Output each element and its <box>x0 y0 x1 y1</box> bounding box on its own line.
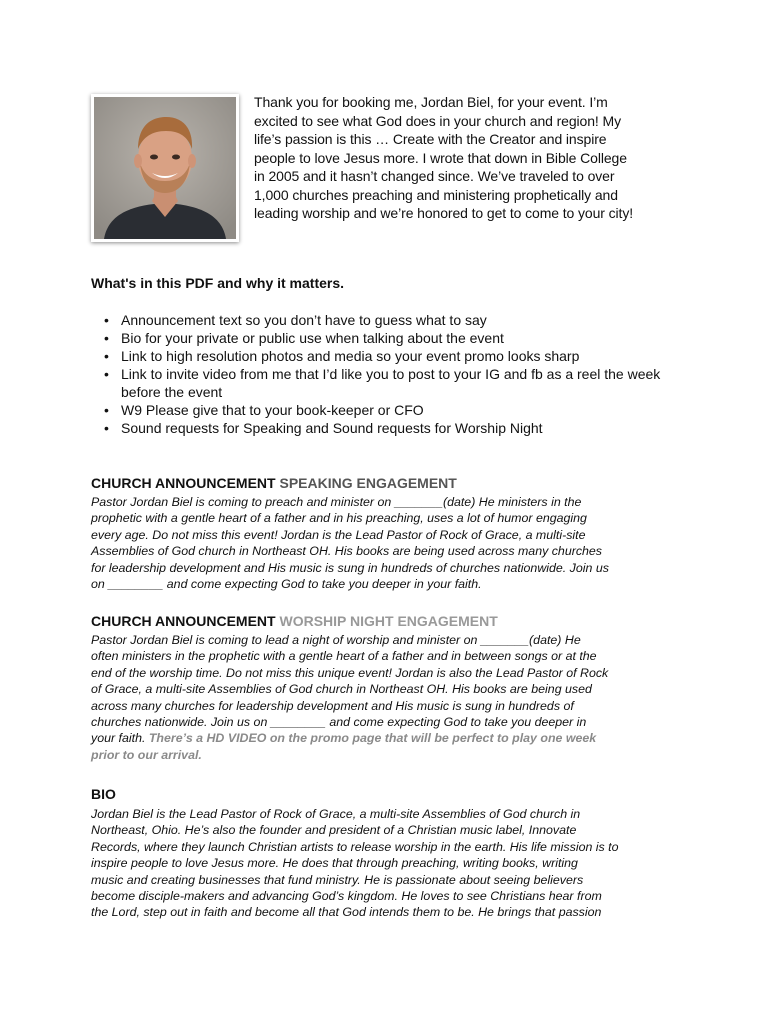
promo-note-continued: prior to our arrival. <box>91 747 202 762</box>
text-line: Records, where they launch Christian artists to release worship in the earth. His life mission is to <box>91 839 619 854</box>
bio-text <box>91 806 691 921</box>
text-line <box>91 747 691 763</box>
bio-heading: BIO <box>91 786 116 802</box>
author-portrait-image <box>94 97 236 239</box>
intro-line: in 2005 and it hasn’t changed since. We’ve traveled to over <box>254 168 615 184</box>
intro-line: Thank you for booking me, Jordan Biel, for your event. I’m <box>254 94 608 110</box>
text-line: for leadership development and His music is sung in hundreds of churches nationwide. Join us <box>91 560 609 575</box>
intro-line: excited to see what God does in your church and region! My <box>254 112 621 129</box>
text-line: often ministers in the prophetic with a gentle heart of a father and in between songs or at the <box>91 649 597 664</box>
text-line: Pastor Jordan Biel is coming to lead a night of worship and minister on _______(date) He <box>91 633 581 647</box>
pdf-contents-heading: What's in this PDF and why it matters. <box>91 275 345 291</box>
text-line <box>91 730 691 746</box>
text-line: every age. Do not miss this event! Jordan is the Lead Pastor of Rock of Grace, a multi-site <box>91 527 586 542</box>
text-line: Northeast, Ohio. He’s also the founder and president of a Christian music label, Innovate <box>91 823 577 838</box>
speaking-announcement-heading <box>91 475 457 491</box>
text-line: Jordan Biel is the Lead Pastor of Rock of Grace, a multi-site Assemblies of God church in <box>91 807 581 821</box>
intro-paragraph <box>254 93 694 223</box>
list-item: • W9 Please give that to your book-keeper or CFO <box>100 401 690 419</box>
heading-main-text: CHURCH ANNOUNCEMENT <box>91 475 276 491</box>
worship-announcement-text <box>91 632 691 763</box>
heading-accent-text: SPEAKING ENGAGEMENT <box>279 475 457 491</box>
author-photo <box>91 94 239 242</box>
list-item: • Link to high resolution photos and media so your event promo looks sharp <box>100 347 690 365</box>
worship-announcement-heading <box>91 613 498 629</box>
text-line: the Lord, step out in faith and become all that God intends them to be. He brings that passion <box>91 905 602 920</box>
intro-line: leading worship and we’re honored to get to come to your city! <box>254 205 634 221</box>
text-line: on ________ and come expecting God to take you deeper in your faith. <box>91 577 482 592</box>
speaking-announcement-text <box>91 494 691 592</box>
text-line: inspire people to love Jesus more. He does that through preaching, writing books, writing <box>91 856 578 871</box>
text-line: become disciple-makers and advancing God’s kingdom. He loves to see Christians hear from <box>91 889 602 904</box>
text-line: end of the worship time. Do not miss this unique event! Jordan is also the Lead Pastor of Rock <box>91 665 609 680</box>
list-item: • Bio for your private or public use when talking about the event <box>100 329 690 347</box>
pdf-contents-list <box>100 311 690 437</box>
text-line: Assemblies of God church in Northeast OH. His books are being used across many churches <box>91 544 603 559</box>
text-line: across many churches for leadership development and His music is sung in hundreds of <box>91 698 574 713</box>
list-item: • Announcement text so you don’t have to guess what to say <box>100 311 690 329</box>
text-line: churches nationwide. Join us on ________ and come expecting God to take you deeper in <box>91 715 587 730</box>
intro-line: 1,000 churches preaching and ministering prophetically and <box>254 186 618 203</box>
text-line: of Grace, a multi-site Assemblies of God church in Northeast OH. His books are being used <box>91 682 592 697</box>
heading-main-text: CHURCH ANNOUNCEMENT <box>91 613 276 629</box>
text-line: Pastor Jordan Biel is coming to preach and minister on _______(date) He ministers in the <box>91 495 582 509</box>
heading-accent-text: WORSHIP NIGHT ENGAGEMENT <box>279 613 498 629</box>
list-item: • Sound requests for Speaking and Sound requests for Worship Night <box>100 419 690 437</box>
intro-line: people to love Jesus more. I wrote that down in Bible College <box>254 149 627 166</box>
text-fragment: your faith. <box>91 731 149 746</box>
text-line: music and creating businesses that fund ministry. He is passionate about seeing believers <box>91 872 584 887</box>
list-item: • Link to invite video from me that I’d like you to post to your IG and fb as a reel the week before the event <box>100 365 690 401</box>
text-line: prophetic with a gentle heart of a father and in his preaching, uses a lot of humor engaging <box>91 511 587 526</box>
intro-line: life’s passion is this … Create with the Creator and inspire <box>254 131 607 147</box>
promo-note: There’s a HD VIDEO on the promo page that will be perfect to play one week <box>148 731 597 746</box>
